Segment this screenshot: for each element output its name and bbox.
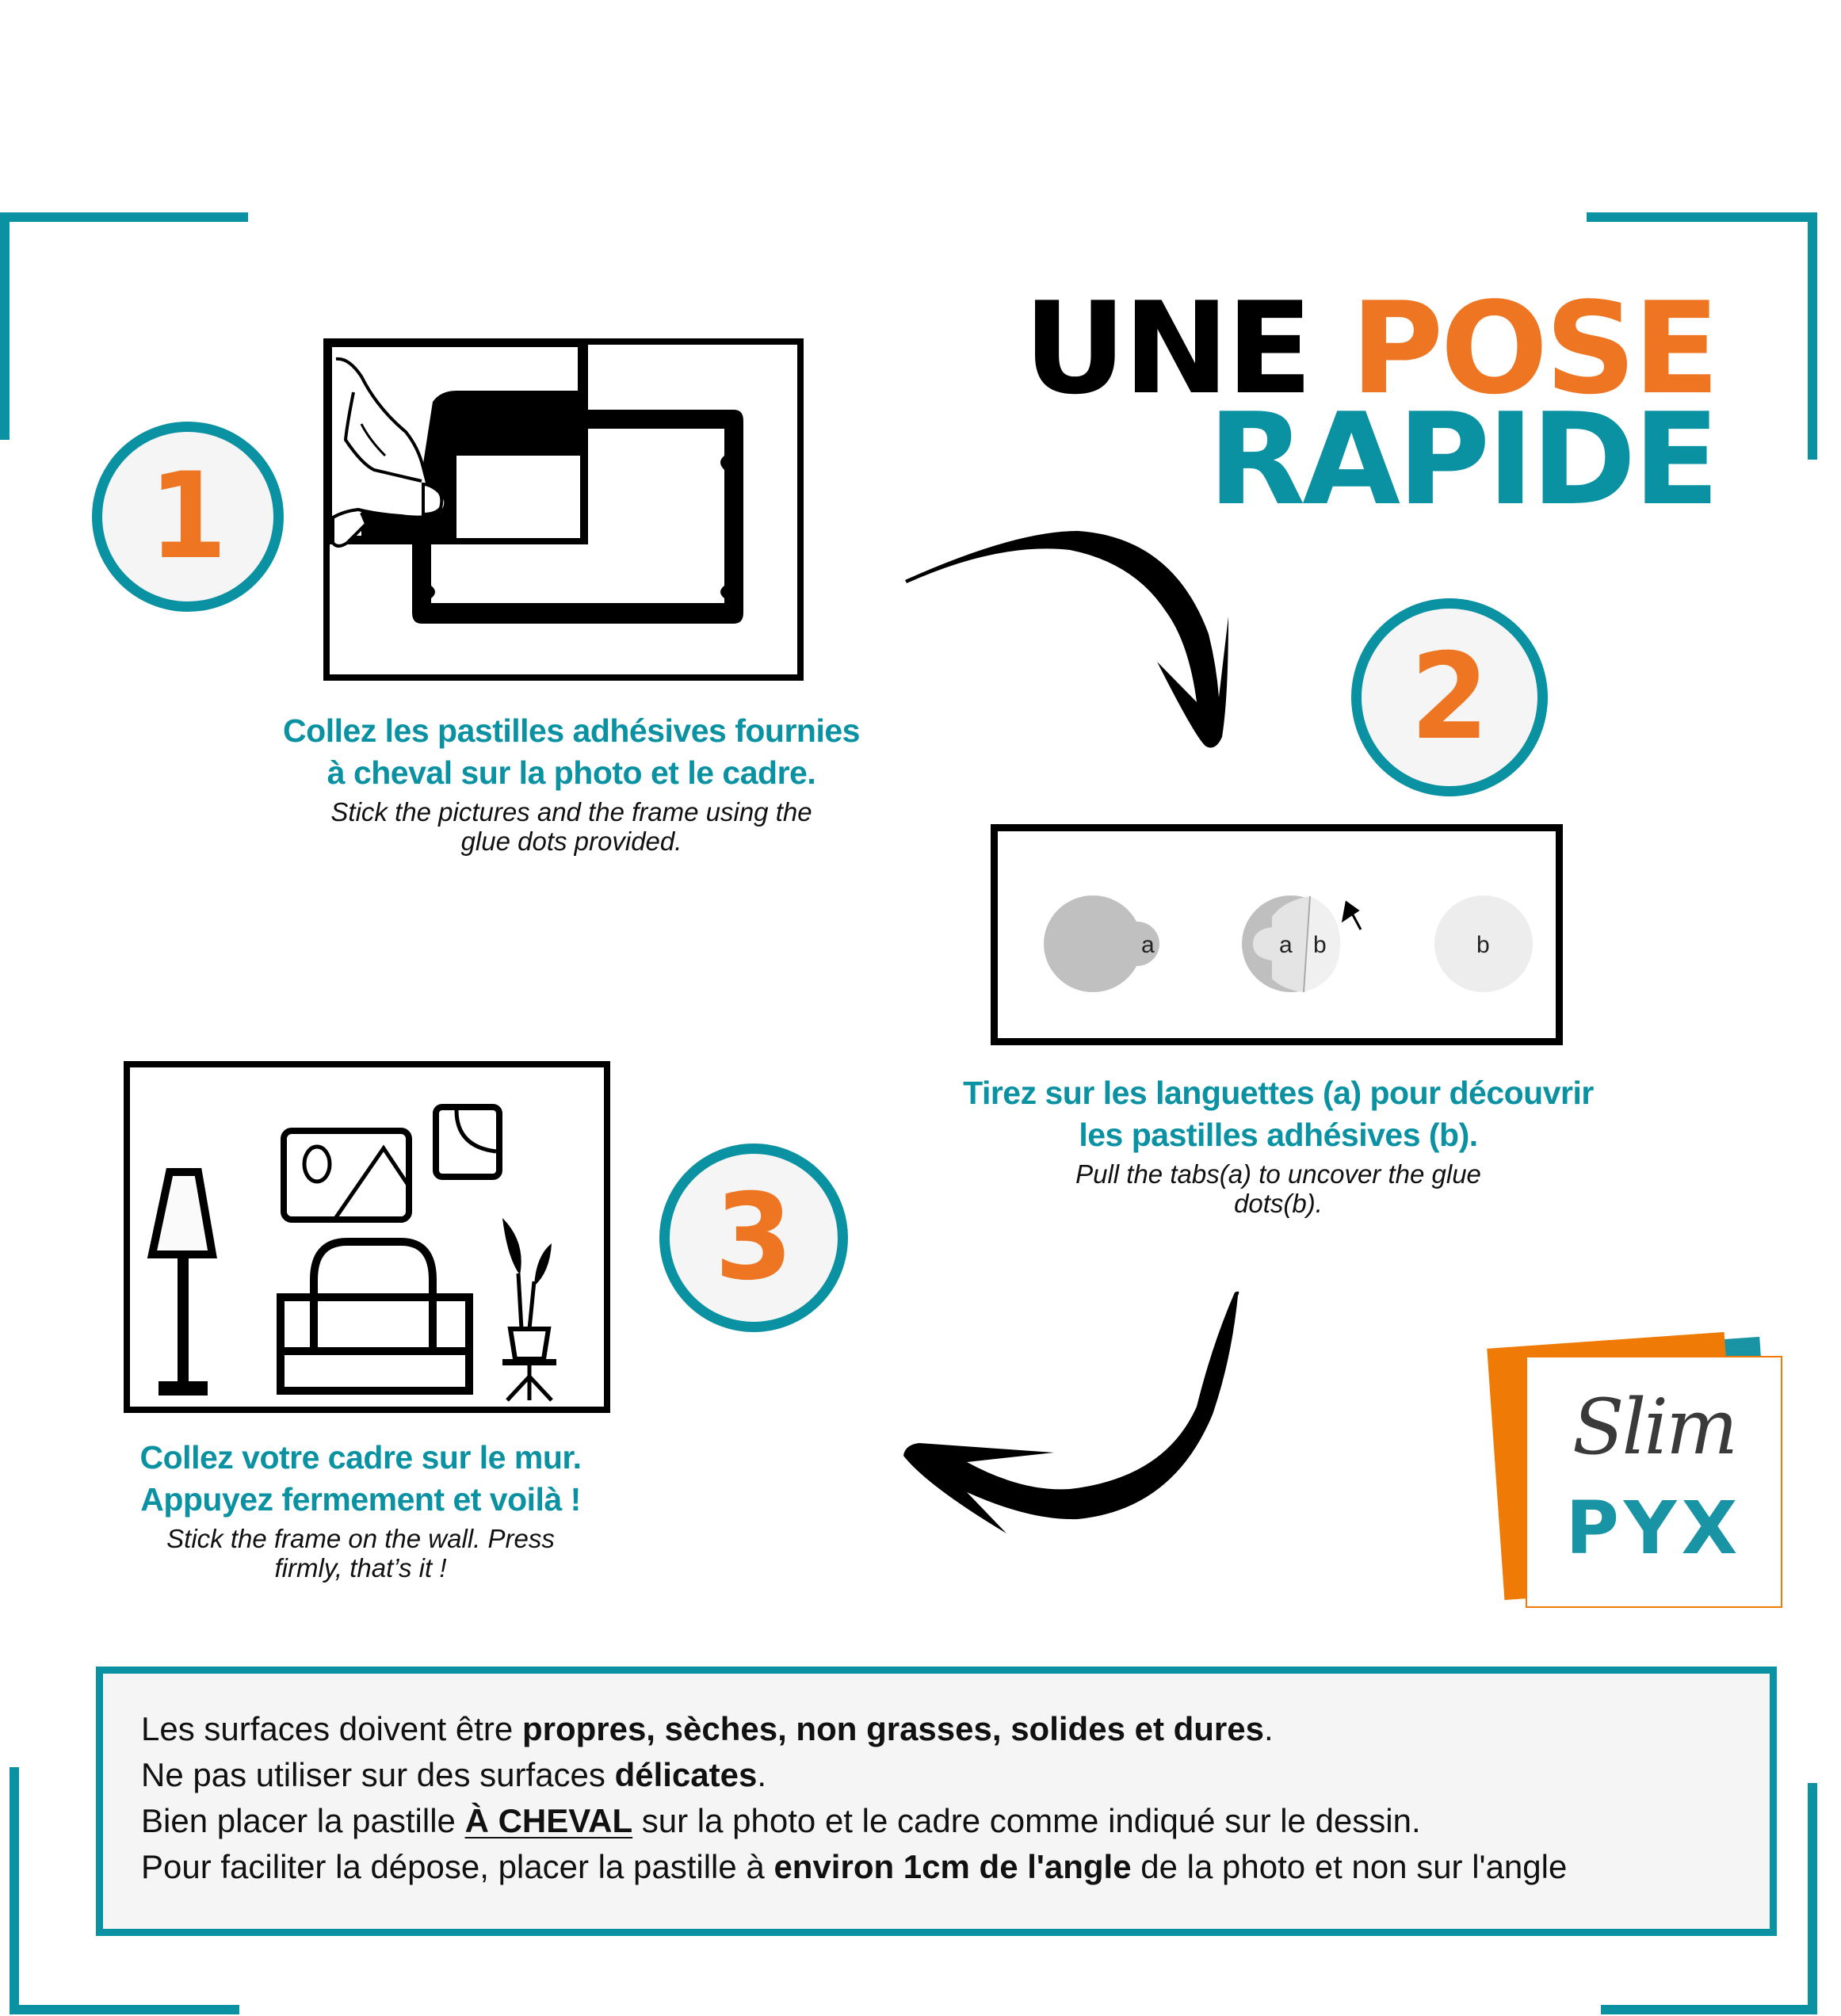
info-line-2-text: Ne pas utiliser sur des surfaces bbox=[141, 1756, 615, 1793]
step-2-badge bbox=[1351, 598, 1548, 796]
step-3-badge bbox=[659, 1144, 848, 1332]
slimpyx-logo bbox=[1483, 1329, 1784, 1630]
step-3-illustration bbox=[124, 1061, 610, 1413]
info-line-4-end: de la photo et non sur l'angle bbox=[1131, 1848, 1568, 1885]
dot-label-b: b bbox=[1476, 932, 1490, 958]
hand-applying-glue-dot-icon bbox=[330, 345, 797, 674]
pull-arrow-icon bbox=[1343, 903, 1361, 930]
info-line-3-end: sur la photo et le cadre comme indiqué sur le dessin. bbox=[632, 1802, 1421, 1839]
dot-label-b-peeling: b bbox=[1313, 932, 1327, 958]
info-line-1 bbox=[141, 1709, 1274, 1749]
step-1-caption-en-line1: Stick the pictures and the frame using the bbox=[330, 797, 812, 827]
title-word-rapide: RAPIDE bbox=[1208, 385, 1717, 533]
logo-script-text: Slim bbox=[1572, 1383, 1736, 1472]
step-1-caption-fr-line1: Collez les pastilles adhésives fournies bbox=[283, 712, 860, 749]
dot-label-a-peeling: a bbox=[1279, 932, 1293, 958]
logo-white-card bbox=[1526, 1356, 1782, 1608]
info-line-2-end: . bbox=[757, 1756, 767, 1793]
curved-arrow-down-right-icon bbox=[896, 515, 1244, 753]
step-2-number: 2 bbox=[1410, 628, 1489, 766]
step-3-caption-en-line2: firmly, that’s it ! bbox=[274, 1553, 447, 1583]
step-3-caption-en-line1: Stick the frame on the wall. Press bbox=[166, 1524, 555, 1553]
step-3-caption-fr-line1: Collez votre cadre sur le mur. bbox=[139, 1439, 582, 1476]
info-line-2-bold: délicates bbox=[614, 1756, 758, 1793]
step-3-number: 3 bbox=[714, 1169, 793, 1307]
step-2-caption-en-line1: Pull the tabs(a) to uncover the glue bbox=[1075, 1159, 1481, 1189]
step-1-number: 1 bbox=[148, 448, 227, 586]
step-2-illustration bbox=[991, 824, 1563, 1045]
info-line-3-bold-underline: À CHEVAL bbox=[464, 1802, 633, 1839]
step-1-caption-fr-line2: à cheval sur la photo et le cadre. bbox=[327, 754, 816, 791]
step-1-illustration bbox=[323, 338, 804, 681]
step-1-badge bbox=[92, 422, 284, 612]
step-3-caption bbox=[140, 1437, 582, 1583]
plant-stand-icon bbox=[502, 1218, 556, 1400]
armchair-icon bbox=[281, 1242, 469, 1391]
info-line-4 bbox=[141, 1847, 1567, 1887]
living-room-wall-icon bbox=[130, 1067, 604, 1407]
curved-arrow-down-left-icon bbox=[896, 1272, 1244, 1533]
step-2-caption bbox=[963, 1072, 1594, 1218]
step-2-caption-fr-line1: Tirez sur les languettes (a) pour découvrir bbox=[963, 1075, 1594, 1111]
info-line-1-bold: propres, sèches, non grasses, solides et dures bbox=[521, 1710, 1264, 1747]
title-word-pose: POSE bbox=[1350, 274, 1717, 422]
glue-dot-sequence-icon bbox=[998, 831, 1556, 1038]
step-2-caption-fr-line2: les pastilles adhésives (b). bbox=[1079, 1117, 1478, 1153]
step-1-caption bbox=[283, 710, 860, 856]
info-line-3-text: Bien placer la pastille bbox=[141, 1802, 465, 1839]
info-box bbox=[96, 1667, 1777, 1936]
title-word-une: UNE bbox=[1023, 274, 1310, 422]
dot-label-a: a bbox=[1141, 932, 1155, 958]
floor-lamp-icon bbox=[152, 1172, 212, 1254]
info-line-2 bbox=[141, 1755, 766, 1795]
info-line-1-text: Les surfaces doivent être bbox=[141, 1710, 522, 1747]
landscape-picture-icon bbox=[284, 1131, 409, 1220]
step-2-caption-en-line2: dots(b). bbox=[1234, 1189, 1323, 1218]
step-1-caption-en-line2: glue dots provided. bbox=[460, 827, 682, 856]
step-3-caption-fr-line2: Appuyez fermement et voilà ! bbox=[140, 1481, 581, 1518]
logo-bold-text: PYX bbox=[1565, 1486, 1743, 1571]
info-line-1-end: . bbox=[1263, 1710, 1274, 1747]
info-line-4-bold: environ 1cm de l'angle bbox=[773, 1848, 1132, 1885]
info-line-4-text: Pour faciliter la dépose, placer la pastille à bbox=[141, 1848, 774, 1885]
info-line-3 bbox=[141, 1801, 1421, 1841]
